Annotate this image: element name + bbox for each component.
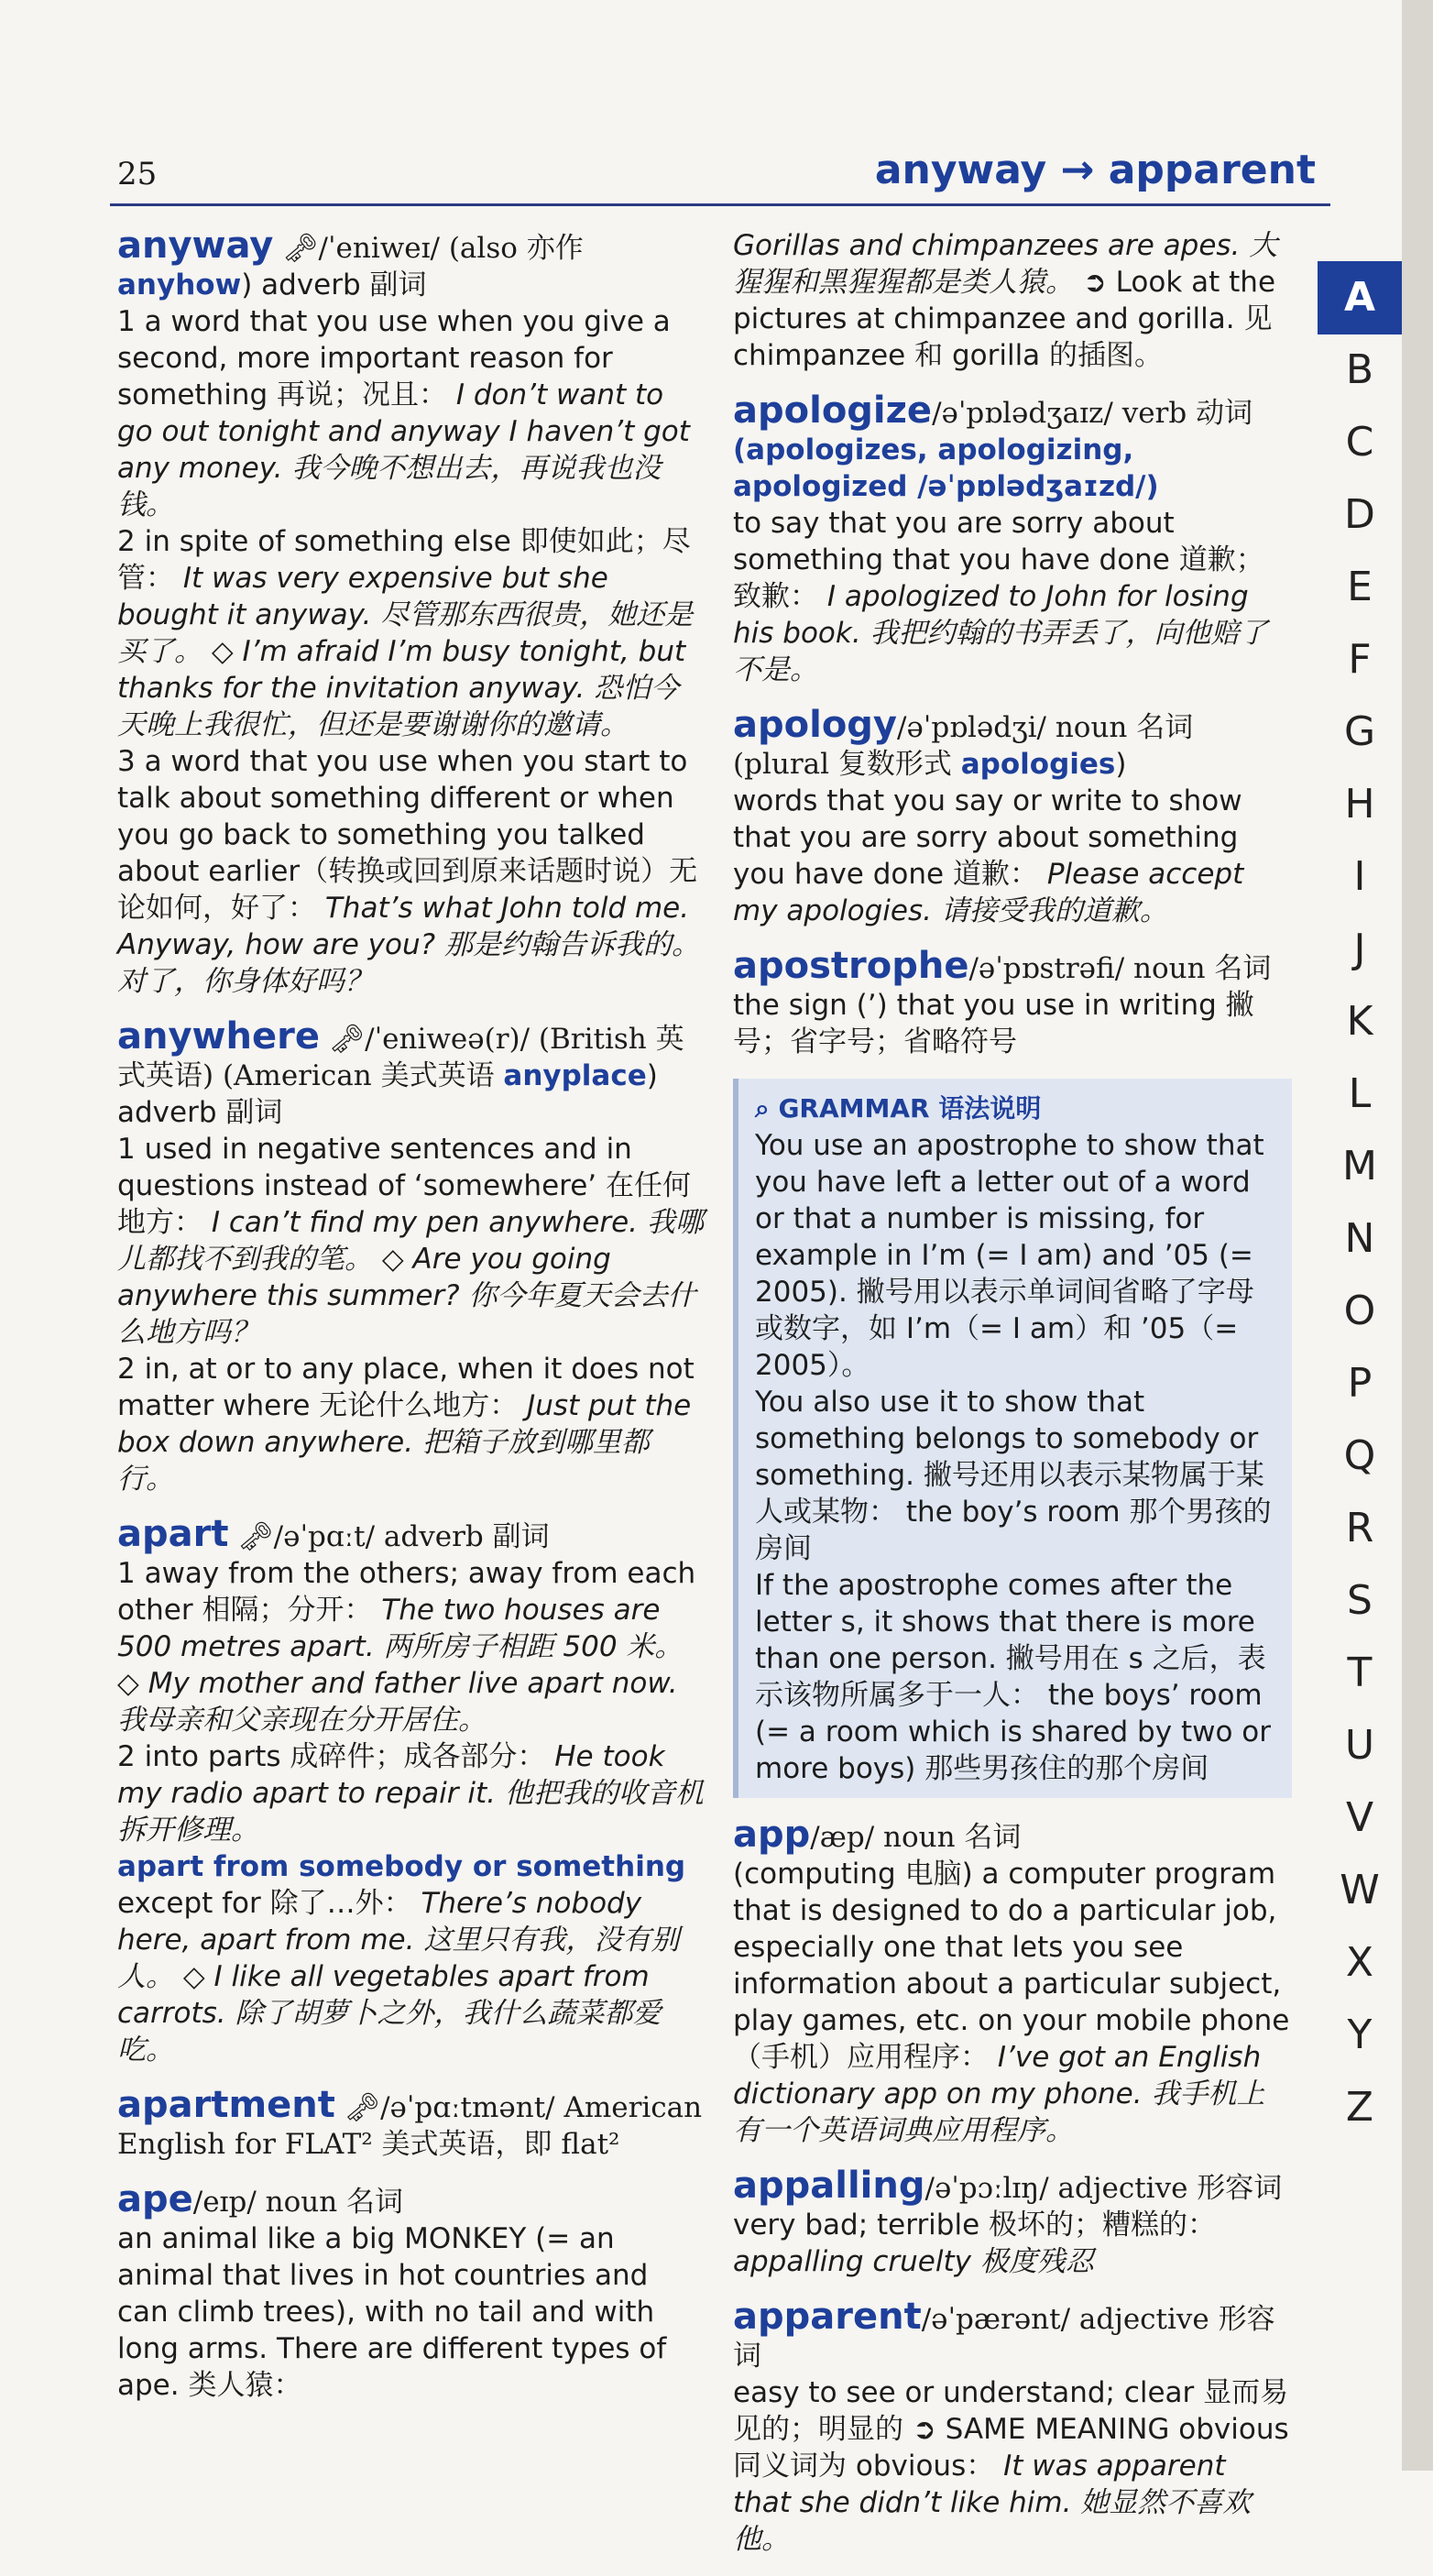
example: He took my radio apart to repair it. 他把我的收音机拆开修理。: [117, 1740, 704, 1847]
inflections: (apologizes, apologizing, apologized /əˈpɒlədʒaɪzd/): [733, 433, 1159, 503]
example: I’ve got an English dictionary app on my phone. 我手机上有一个英语词典应用程序。: [733, 2041, 1265, 2147]
headword: apologize: [733, 389, 933, 432]
entry-ape: [117, 2178, 704, 2404]
grammar-title-text: GRAMMAR 语法说明: [778, 1093, 1042, 1124]
thumb-letter-m: M: [1342, 1143, 1377, 1189]
sense-1: 1 a word that you use when you give a second, more important reason for something 再说；况且：: [117, 305, 671, 411]
phrase: apart from somebody or something: [117, 1850, 686, 1883]
thumb-letter-c: C: [1345, 419, 1374, 466]
entry-app: [733, 1816, 1292, 2149]
pronunciation: /eɪp/ noun 名词: [192, 2186, 404, 2219]
pronunciation: /æp/ noun 名词: [810, 1821, 1022, 1854]
pronunciation: 🗝/əˈpɑːtmənt/ American English for FLAT² 美式英语，即 flat²: [117, 2091, 703, 2161]
phrase-definition: except for 除了…外：: [117, 1887, 421, 1920]
headword: anywhere: [117, 1015, 320, 1058]
headword: appalling: [733, 2165, 925, 2207]
thumb-letter-t: T: [1347, 1650, 1373, 1696]
grammar-paragraph-1: You use an apostrophe to show that you have left a letter out of a word or that a number is missing, for example in I’m (= I am) and ’05 (= 2005). 撇号用以表示单词间省略了字母或数字，如 I’m（= I am）和 ’05（= 2005）。: [755, 1129, 1264, 1382]
entry-apparent: [733, 2298, 1292, 2558]
example: I can’t find my pen anywhere. 我哪儿都找不到我的笔。 ◇ Are you going anywhere this summer? 你今年夏天会去什么地方吗？: [117, 1206, 704, 1349]
sense-3: 3 a word that you use when you start to talk about something different or when you go back to something you talked about earlier（转换或回到原来话题时说）无论如何，好了：: [117, 745, 698, 925]
definition: easy to see or understand; clear 显而易见的；明显的 ➲ SAME MEANING obvious 同义词为 obvious：: [733, 2376, 1289, 2483]
entry-apart: [117, 1513, 704, 2068]
entry-anyway: [117, 227, 704, 1000]
part-of-speech: ) adverb 副词: [241, 269, 427, 301]
pronunciation: /əˈpɒstrəfi/ noun 名词: [968, 952, 1272, 985]
headword: anyway: [117, 225, 274, 267]
thumb-letter-o: O: [1343, 1288, 1376, 1334]
pronunciation: 🗝/əˈpɑːt/ adverb 副词: [228, 1520, 550, 1553]
headword: apart: [117, 1513, 229, 1555]
example: Gorillas and chimpanzees are apes. 大猩猩和黑猩猩都是类人猿。: [733, 229, 1278, 299]
thumb-letter-f: F: [1348, 636, 1372, 683]
example: Please accept my apologies. 请接受我的道歉。: [733, 858, 1244, 927]
thumb-letter-k: K: [1346, 998, 1373, 1045]
pronunciation: /əˈpɒlədʒi/ noun 名词 (plural 复数形式: [733, 711, 1194, 781]
example: That’s what John told me. Anyway, how are you? 那是约翰告诉我的。对了，你身体好吗？: [117, 892, 700, 998]
thumb-letter-w: W: [1340, 1867, 1380, 1913]
headword: ape: [117, 2178, 193, 2220]
entry-apartment: [117, 2084, 704, 2163]
definition: the sign (’) that you use in writing 撇号；省字号；省略符号: [733, 989, 1254, 1058]
right-column: [733, 227, 1292, 2576]
definition: (computing 电脑) a computer program that is designed to do a particular job, especially one that lets you see information about a particular subject, play games, etc. on your mobile phone（手机）应用程序：: [733, 1858, 1290, 2074]
definition: to say that you are sorry about something that you have done 道歉；致歉：: [733, 507, 1264, 613]
example: The two houses are 500 metres apart. 两所房子相距 500 米。 ◇ My mother and father live apart now. 我母亲和父亲现在分开居住。: [117, 1594, 684, 1737]
magnifier-icon: ⌕: [755, 1093, 779, 1124]
thumb-letter-r: R: [1345, 1505, 1374, 1551]
thumb-letter-e: E: [1347, 564, 1373, 610]
example: It was apparent that she didn’t like him. 她显然不喜欢他。: [733, 2450, 1252, 2556]
example: There’s nobody here, apart from me. 这里只有我，没有别人。 ◇ I like all vegetables apart from carrots. 除了胡萝卜之外，我什么蔬菜都爱吃。: [117, 1887, 680, 2066]
example: appalling cruelty 极度残忍: [733, 2245, 1094, 2278]
sense-2: 2 in, at or to any place, when it does not matter where 无论什么地方：: [117, 1353, 695, 1422]
thumb-letter-q: Q: [1343, 1432, 1376, 1479]
thumb-letter-z: Z: [1345, 2084, 1374, 2131]
entry-apology: [733, 704, 1292, 929]
page-edge: [1402, 0, 1433, 2471]
pronunciation: /əˈpærənt/ adjective 形容词: [733, 2303, 1275, 2373]
example: I don’t want to go out tonight and anyway I haven’t got any money. 我今晚不想出去，再说我也没钱。: [117, 378, 690, 521]
part-of-speech: ) adverb 副词: [117, 1059, 658, 1129]
grammar-title: [755, 1093, 1041, 1124]
thumb-letter-j: J: [1353, 926, 1366, 972]
headword: app: [733, 1814, 811, 1856]
entry-appalling: [733, 2167, 1292, 2280]
grammar-paragraph-2: You also use it to show that something belongs to somebody or something. 撇号还用以表示某物属于某人或某物： the boy’s room 那个男孩的房间: [755, 1386, 1272, 1565]
headword: apology: [733, 704, 898, 746]
pronunciation: 🗝/ˈeniweɪ/ (also 亦作: [273, 232, 584, 265]
page-number: 25: [117, 156, 158, 192]
thumb-letter-d: D: [1344, 491, 1375, 538]
definition: an animal like a big MONKEY (= an animal that lives in hot countries and can climb trees), with no tail and with long arms. There are different types of ape. 类人猿：: [117, 2222, 667, 2402]
sense-2: 2 in spite of something else 即使如此；尽管：: [117, 525, 691, 595]
plural-form: apologies: [960, 748, 1116, 781]
thumb-letter-a: A: [1318, 261, 1402, 334]
thumb-letter-y: Y: [1347, 2011, 1373, 2058]
sense-1: 1 away from the others; away from each other 相隔；分开：: [117, 1557, 696, 1627]
headword: apparent: [733, 2296, 922, 2338]
thumb-letter-x: X: [1345, 1939, 1374, 1986]
definition: very bad; terrible 极坏的；糟糕的：: [733, 2209, 1217, 2242]
entry-anywhere: [117, 1015, 704, 1497]
example: It was very expensive but she bought it anyway. 尽管那东西很贵，她还是买了。 ◇ I’m afraid I’m busy tonight, but thanks for the invitation anyway. 恐怕今天晚上我很忙，但还是要谢谢你的邀请。: [117, 562, 694, 741]
alternative: anyplace: [503, 1059, 647, 1092]
entry-ape-cont: [733, 227, 1292, 374]
cross-reference: ➲ Look at the pictures at chimpanzee and gorilla. 见 chimpanzee 和 gorilla 的插图。: [733, 266, 1276, 372]
thumb-letter-g: G: [1343, 708, 1376, 755]
pronunciation: /əˈpɒlədʒaɪz/ verb 动词: [932, 397, 1253, 430]
grammar-paragraph-3: If the apostrophe comes after the letter s, it shows that there is more than one person. 撇号用在 s 之后，表示该物所属多于一人： the boys’ room (= a room which is shared by two or more boys) 那些男孩住的那个房间: [755, 1569, 1271, 1785]
headword: apostrophe: [733, 945, 969, 987]
thumb-letter-h: H: [1344, 781, 1375, 828]
header-rule: [110, 203, 1330, 206]
thumb-letter-v: V: [1345, 1794, 1374, 1841]
entry-apologize: [733, 389, 1292, 688]
thumb-letter-b: B: [1345, 346, 1374, 393]
example: Just put the box down anywhere. 把箱子放到哪里都行。: [117, 1389, 692, 1496]
header-range: anyway → apparent: [874, 147, 1316, 193]
thumb-letter-n: N: [1344, 1215, 1375, 1262]
thumb-letter-p: P: [1347, 1360, 1373, 1407]
thumb-letter-l: L: [1348, 1070, 1372, 1117]
headword: apartment: [117, 2084, 335, 2126]
sense-2: 2 into parts 成碎件；成各部分：: [117, 1740, 555, 1773]
definition: words that you say or write to show that you are sorry about something you have done 道歉：: [733, 784, 1242, 891]
paren-close: ): [1115, 748, 1127, 781]
grammar-box: [733, 1079, 1292, 1798]
sense-1: 1 used in negative sentences and in questions instead of ‘somewhere’ 在任何地方：: [117, 1133, 691, 1239]
left-column: [117, 227, 704, 2422]
thumb-letter-i: I: [1353, 853, 1366, 900]
pronunciation: 🗝/ˈeniweə(r)/ (British 英式英语) (American 美式英语: [117, 1023, 684, 1092]
thumb-letter-u: U: [1344, 1722, 1375, 1769]
pronunciation: /əˈpɔːlɪŋ/ adjective 形容词: [924, 2172, 1283, 2205]
thumb-letter-s: S: [1347, 1577, 1373, 1624]
example: I apologized to John for losing his book. 我把约翰的书弄丢了，向他赔了不是。: [733, 580, 1268, 686]
entry-apostrophe: [733, 945, 1292, 1060]
alternative: anyhow: [117, 269, 242, 301]
